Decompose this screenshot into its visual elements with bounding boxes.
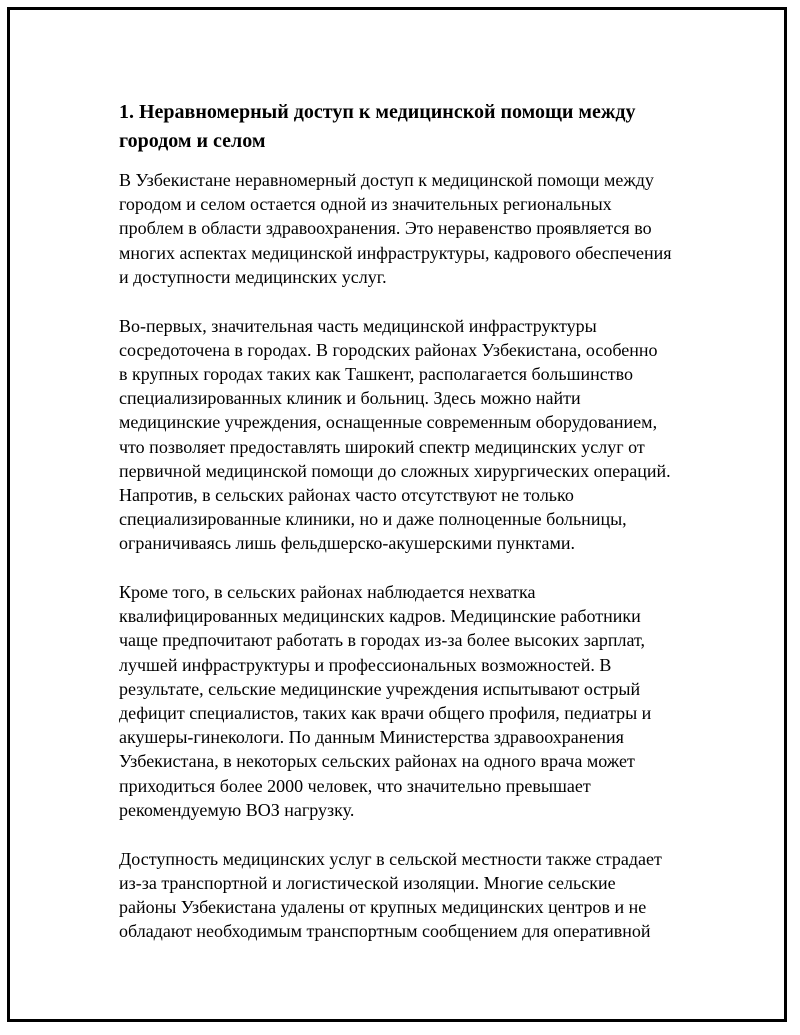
paragraph-infrastructure	[119, 314, 704, 556]
text-line: акушеры-гинекологи. По данным Министерства здравоохранения	[119, 727, 624, 748]
text-line: и доступности медицинских услуг.	[119, 266, 387, 287]
text-line: сосредоточена в городах. В городских районах Узбекистана, особенно	[119, 339, 658, 360]
section-heading	[119, 98, 704, 156]
text-line: дефицит специалистов, таких как врачи общего профиля, педиатры и	[119, 703, 652, 724]
text-line: районы Узбекистана удалены от крупных медицинских центров и не	[119, 896, 647, 917]
text-line: медицинские учреждения, оснащенные современным оборудованием,	[119, 412, 658, 433]
text-line: специализированных клиник и больниц. Здесь можно найти	[119, 388, 581, 409]
text-line: лучшей инфраструктуры и профессиональных возможностей. В	[119, 654, 612, 675]
text-line: обладают необходимым транспортным сообщением для оперативной	[119, 921, 651, 942]
text-line: что позволяет предоставлять широкий спектр медицинских услуг от	[119, 436, 645, 457]
text-line: Во-первых, значительная часть медицинской инфраструктуры	[119, 315, 597, 336]
text-line: ограничиваясь лишь фельдшерско-акушерскими пунктами.	[119, 533, 575, 554]
text-line: результате, сельские медицинские учреждения испытывают острый	[119, 678, 641, 699]
document-page	[7, 7, 787, 1022]
text-line: Напротив, в сельских районах часто отсутствуют не только	[119, 484, 574, 505]
text-line: многих аспектах медицинской инфраструктуры, кадрового обеспечения	[119, 242, 672, 263]
text-line: проблем в области здравоохранения. Это неравенство проявляется во	[119, 218, 652, 239]
paragraph-staffing	[119, 580, 704, 822]
heading-line: 1. Неравномерный доступ к медицинской помощи между	[119, 101, 636, 123]
text-line: Узбекистана, в некоторых сельских районах на одного врача может	[119, 751, 635, 772]
paragraph-accessibility	[119, 847, 704, 944]
text-line: специализированные клиники, но и даже полноценные больницы,	[119, 509, 627, 530]
text-line: приходиться более 2000 человек, что значительно превышает	[119, 775, 591, 796]
text-line: чаще предпочитают работать в городах из-за более высоких зарплат,	[119, 630, 646, 651]
paragraph-intro	[119, 168, 704, 289]
text-line: В Узбекистане неравномерный доступ к медицинской помощи между	[119, 170, 654, 190]
text-line: квалифицированных медицинских кадров. Медицинские работники	[119, 606, 641, 627]
text-line: Кроме того, в сельских районах наблюдается нехватка	[119, 582, 536, 603]
text-line: в крупных городах таких как Ташкент, располагается большинство	[119, 363, 633, 384]
text-line: первичной медицинской помощи до сложных хирургических операций.	[119, 460, 671, 481]
text-line: из-за транспортной и логистической изоляции. Многие сельские	[119, 872, 616, 893]
text-line: городом и селом остается одной из значительных региональных	[119, 194, 612, 215]
text-line: Доступность медицинских услуг в сельской местности также страдает	[119, 848, 662, 869]
text-line: рекомендуемую ВОЗ нагрузку.	[119, 799, 355, 820]
heading-line: городом и селом	[119, 130, 266, 152]
document-body	[119, 98, 704, 968]
